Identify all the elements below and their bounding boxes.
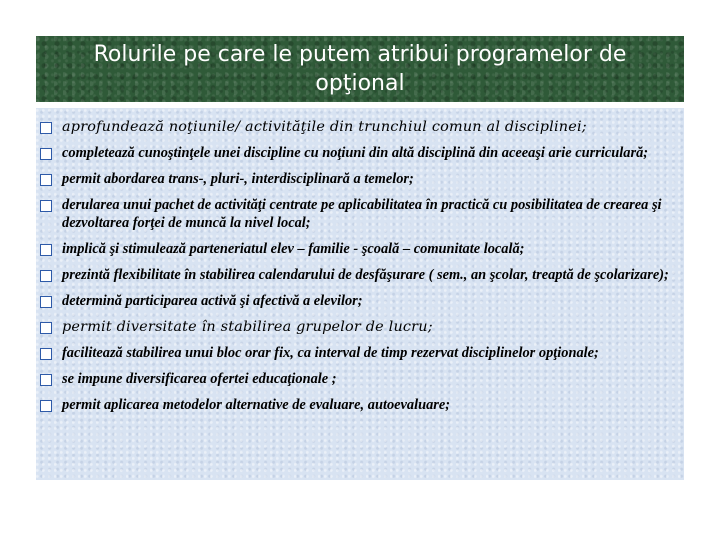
- bullet-item: [40, 318, 676, 336]
- bullet-text: permit aplicarea metodelor alternative de evaluare, autoevaluare;: [62, 397, 451, 413]
- square-bullet-icon: [40, 244, 52, 256]
- square-bullet-icon: [40, 296, 52, 308]
- slide-title-bar: [36, 36, 684, 102]
- bullet-text: permit abordarea trans-, pluri-, interdisciplinară a temelor;: [62, 171, 414, 187]
- bullet-list: [36, 108, 684, 414]
- square-bullet-icon: [40, 400, 52, 412]
- square-bullet-icon: [40, 270, 52, 282]
- bullet-text: determină participarea activă şi afectivă a elevilor;: [62, 293, 363, 309]
- bullet-item: [40, 266, 676, 284]
- bullet-item: [40, 196, 676, 232]
- bullet-text: facilitează stabilirea unui bloc orar fix, ca interval de timp rezervat disciplinelor opţionale;: [62, 345, 599, 361]
- bullet-item: [40, 118, 676, 136]
- bullet-item: [40, 370, 676, 388]
- bullet-text: completează cunoştinţele unei discipline cu noţiuni din altă disciplină din aceeaşi arie curriculară;: [62, 145, 649, 161]
- bullet-text: aprofundează noţiunile/ activităţile din trunchiul comun al disciplinei;: [62, 119, 587, 135]
- content-panel: [36, 108, 684, 480]
- bullet-text: permit diversitate în stabilirea grupelor de lucru;: [62, 319, 433, 335]
- bullet-text: prezintă flexibilitate în stabilirea calendarului de desfăşurare ( sem., an şcolar, treaptă de şcolarizare);: [62, 267, 669, 283]
- square-bullet-icon: [40, 322, 52, 334]
- bullet-item: [40, 292, 676, 310]
- bullet-item: [40, 240, 676, 258]
- square-bullet-icon: [40, 148, 52, 160]
- bullet-text: se impune diversificarea ofertei educaţionale ;: [62, 371, 337, 387]
- bullet-item: [40, 344, 676, 362]
- bullet-item: [40, 144, 676, 162]
- square-bullet-icon: [40, 200, 52, 212]
- slide-title: Rolurile pe care le putem atribui programelor de opţional: [93, 42, 627, 96]
- square-bullet-icon: [40, 174, 52, 186]
- square-bullet-icon: [40, 122, 52, 134]
- bullet-text: derularea unui pachet de activităţi centrate pe aplicabilitatea în practică cu posibilitatea de crearea şi dezvoltarea forţei de muncă la nivel local;: [62, 197, 662, 231]
- bullet-text: implică şi stimulează parteneriatul elev – familie - şcoală – comunitate locală;: [62, 241, 525, 257]
- square-bullet-icon: [40, 348, 52, 360]
- bullet-item: [40, 170, 676, 188]
- bullet-item: [40, 396, 676, 414]
- square-bullet-icon: [40, 374, 52, 386]
